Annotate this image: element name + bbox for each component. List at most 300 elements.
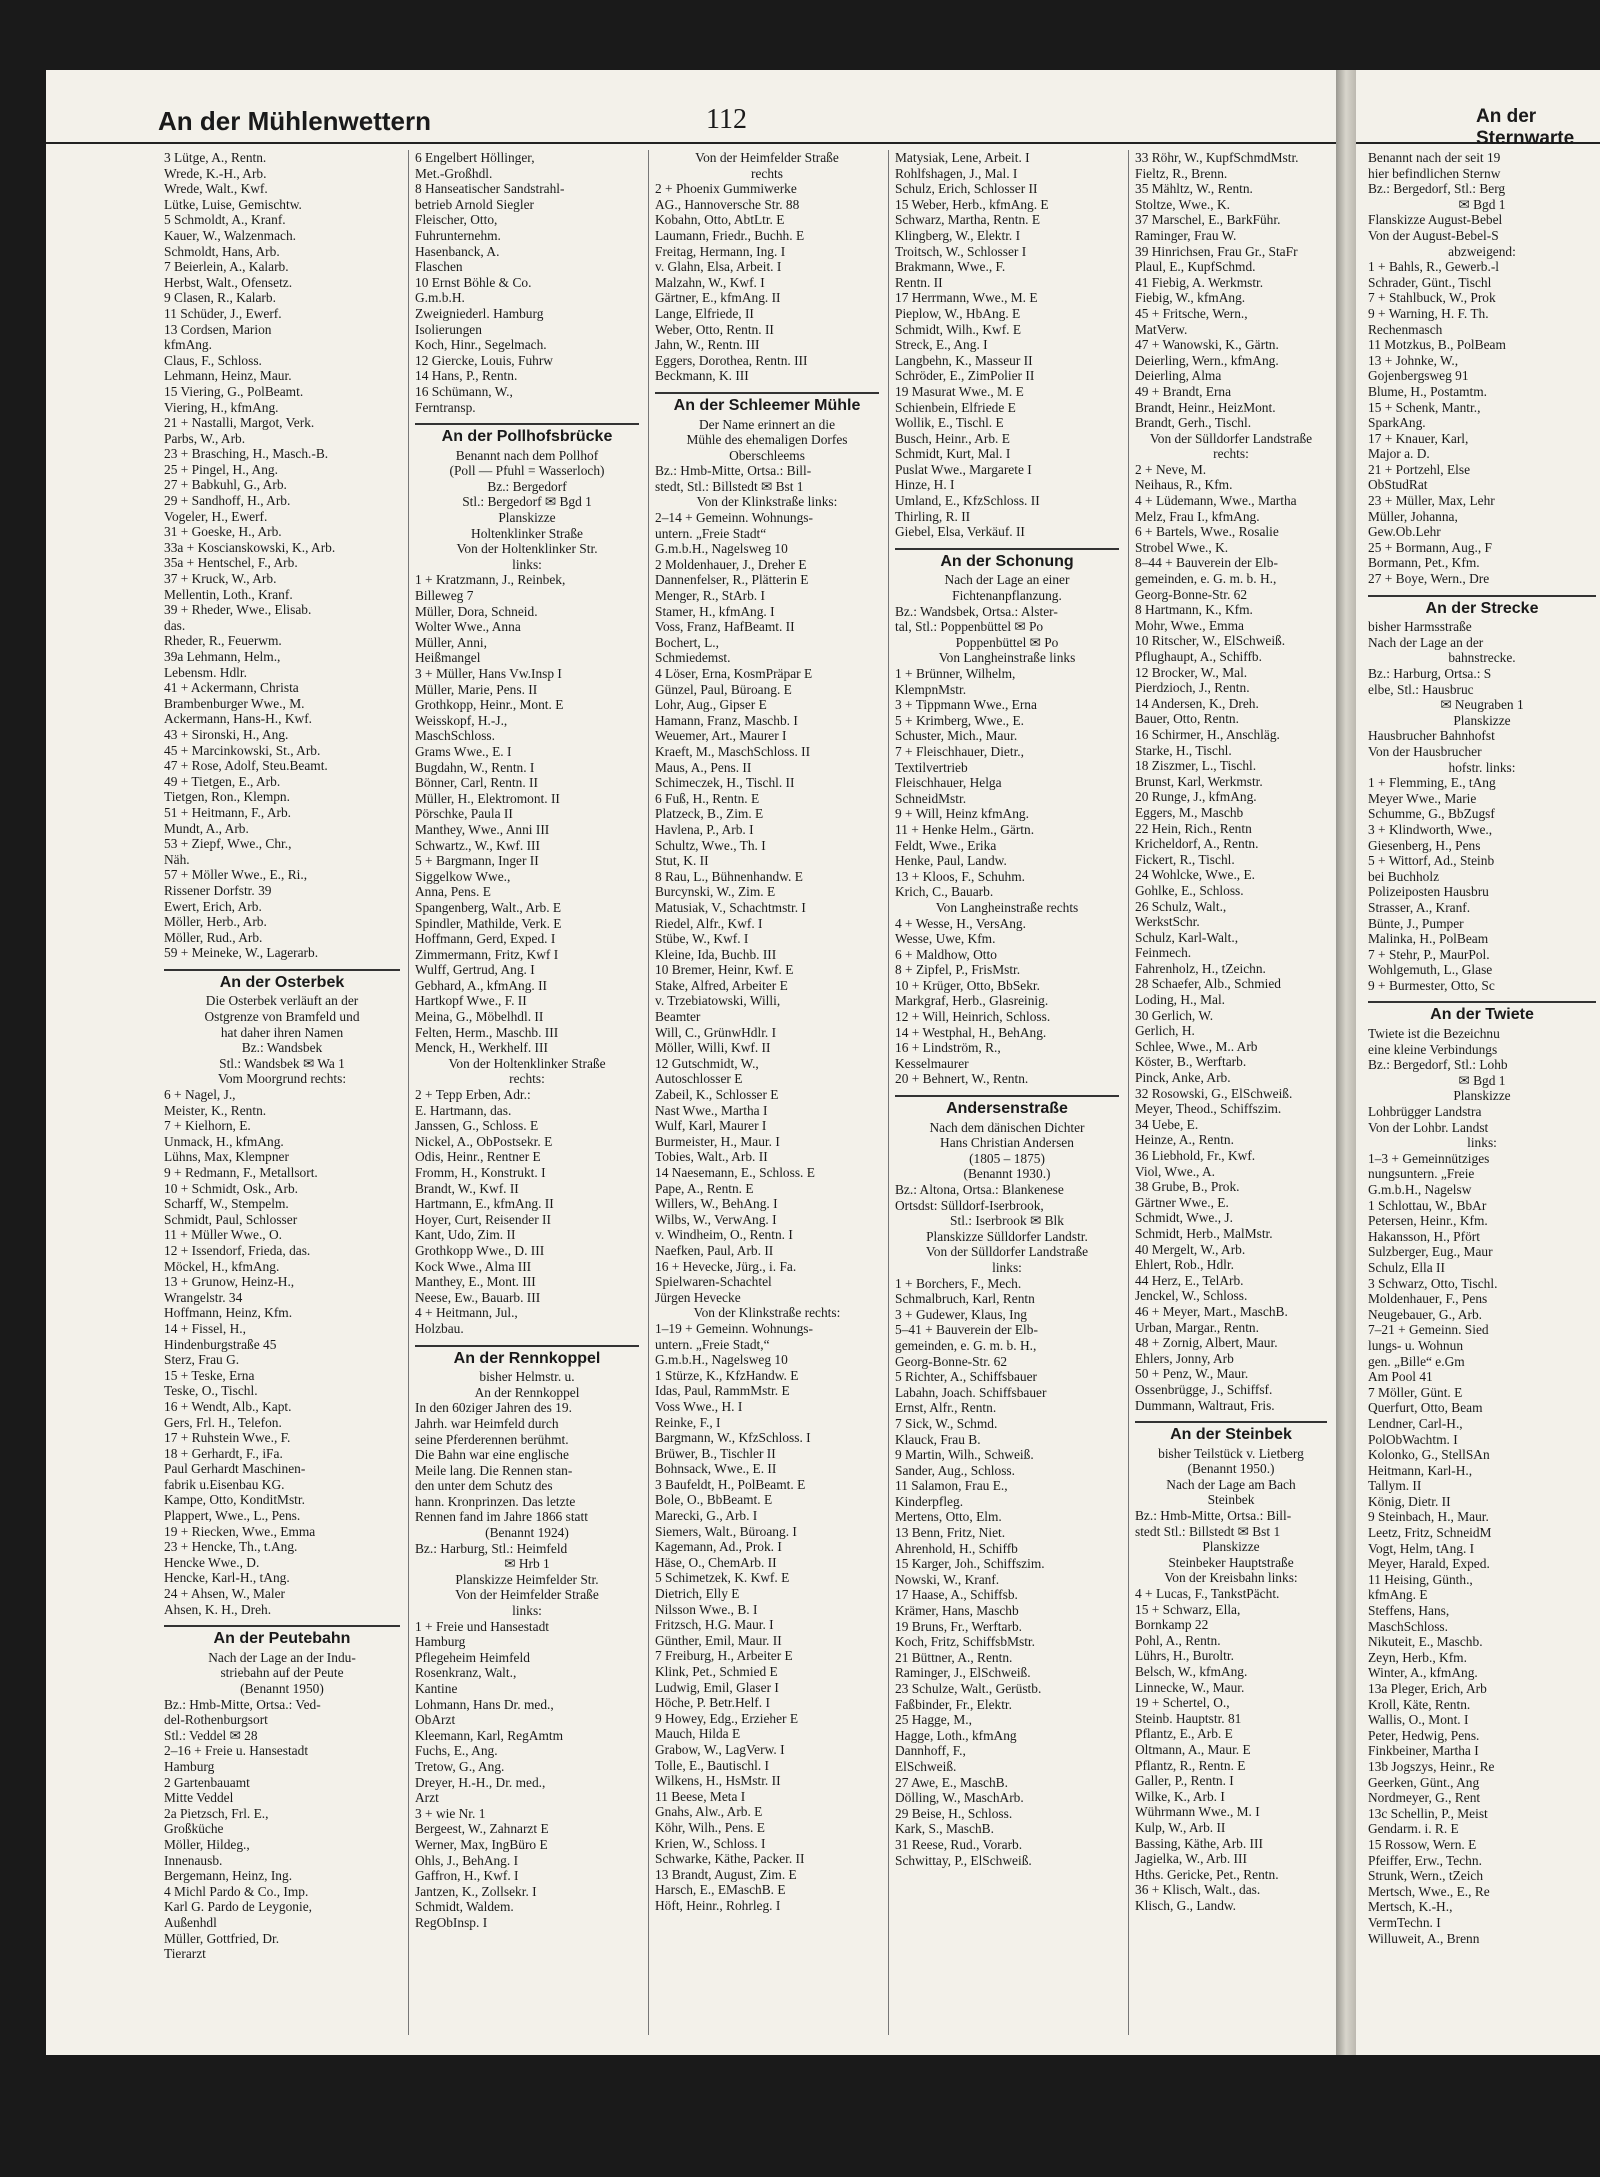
- directory-entry: 10 Ritscher, W., ElSchweiß.: [1135, 633, 1286, 649]
- directory-entry: 4 + Wesse, H., VersAng.: [895, 915, 1026, 931]
- directory-entry: bisher Harmsstraße: [1368, 619, 1472, 635]
- directory-entry: Willuweit, A., Brenn: [1368, 1930, 1480, 1946]
- street-note: (Benannt 1950): [240, 1681, 324, 1696]
- directory-entry: 18 + Gerhardt, F., iFa.: [164, 1445, 283, 1461]
- directory-entry: den unter dem Schutz des: [415, 1478, 553, 1494]
- street-note: Poppenbüttel ✉ Po: [955, 634, 1059, 650]
- directory-entry: 10 Bremer, Heinr, Kwf. E: [655, 962, 794, 978]
- directory-entry: 41 + Ackermann, Christa: [164, 680, 299, 696]
- directory-entry: Steinb. Hauptstr. 81: [1135, 1710, 1242, 1726]
- directory-entry: 13 Cordsen, Marion: [164, 321, 272, 337]
- directory-entry: Jahrh. war Heimfeld durch: [415, 1415, 559, 1431]
- directory-entry: Wilbs, W., VerwAng. I: [655, 1211, 777, 1227]
- directory-entry: Bz.: Bergedorf, Stl.: Berg: [1368, 181, 1506, 197]
- directory-entry: 8–44 + Bauverein der Elb-: [1135, 555, 1278, 571]
- running-header: [46, 98, 1336, 144]
- directory-entry: Schultz, Wwe., Th. I: [655, 837, 766, 853]
- directory-entry: 51 + Heitmann, F., Arb.: [164, 804, 291, 820]
- directory-entry: Bormann, Pet., Kfm.: [1368, 555, 1480, 571]
- directory-entry: Wilkens, H., HsMstr. II: [655, 1773, 781, 1789]
- directory-entry: 37 Marschel, E., BarkFühr.: [1135, 212, 1281, 228]
- directory-entry: Mertens, Otto, Elm.: [895, 1509, 1002, 1525]
- directory-entry: 9 Clasen, R., Kalarb.: [164, 290, 276, 306]
- directory-entry: Giebel, Elsa, Verkäuf. II: [895, 524, 1025, 540]
- street-note: (Benannt 1924): [485, 1525, 569, 1541]
- directory-entry: Lohmann, Hans Dr. med.,: [415, 1696, 554, 1712]
- directory-entry: 32 Rosowski, G., ElSchweiß.: [1135, 1085, 1293, 1101]
- directory-entry: ObArzt: [415, 1712, 456, 1728]
- directory-entry: Pflantz, R., Rentn. E: [1135, 1757, 1246, 1773]
- directory-entry: Mauch, Hilda E: [655, 1726, 741, 1742]
- directory-entry: 1 + Bahls, R., Gewerb.-l: [1368, 259, 1500, 275]
- directory-entry: 4 + Lucas, F., TankstPächt.: [1135, 1586, 1280, 1602]
- directory-entry: Schmidt, Kurt, Mal. I: [895, 446, 1011, 462]
- street-note: Von der Klinkstraße rechts:: [693, 1305, 841, 1321]
- directory-entry: untern. „Freie Stadt“: [655, 525, 767, 541]
- street-note: links:: [992, 1259, 1022, 1275]
- street-note: links:: [512, 556, 542, 572]
- directory-entry: Kesselmaurer: [895, 1055, 969, 1071]
- directory-entry: Major a. D.: [1368, 446, 1430, 462]
- directory-entry: 2 + Tepp Erben, Adr.:: [415, 1087, 531, 1103]
- directory-entry: 6 Engelbert Höllinger,: [415, 150, 535, 165]
- directory-entry: 31 + Goeske, H., Arb.: [164, 524, 282, 540]
- directory-entry: Ehlert, Rob., Hdlr.: [1135, 1257, 1234, 1273]
- directory-entry: Mertsch, K.-H.,: [1368, 1899, 1453, 1915]
- directory-entry: Rohlfshagen, J., Mal. I: [895, 165, 1018, 181]
- directory-entry: 14 + Westphal, H., BehAng.: [895, 1024, 1047, 1040]
- directory-entry: 30 Gerlich, W.: [1135, 1007, 1214, 1023]
- street-note: bisher Teilstück v. Lietberg: [1158, 1445, 1304, 1461]
- directory-entry: Naefken, Paul, Arb. II: [655, 1242, 774, 1258]
- directory-entry: 13a Pleger, Erich, Arb: [1368, 1681, 1487, 1696]
- directory-entry: 13 + Grunow, Heinz-H.,: [164, 1274, 295, 1290]
- directory-entry: 9 Howey, Edg., Erzieher E: [655, 1710, 799, 1726]
- directory-entry: Vogeler, H., Ewerf.: [164, 508, 268, 524]
- directory-entry: Schuster, Mich., Maur.: [895, 728, 1018, 744]
- directory-entry: Leetz, Fritz, SchneidM: [1368, 1525, 1492, 1541]
- directory-entry: Werner, Max, IngBüro E: [415, 1836, 548, 1852]
- column-1: [164, 150, 406, 2035]
- directory-entry: 15 Karger, Joh., Schiffszim.: [895, 1556, 1045, 1572]
- directory-entry: Bz.: Hmb-Mitte, Ortsa.: Bill-: [1135, 1508, 1292, 1524]
- street-note: bisher Helmstr. u.: [479, 1369, 575, 1385]
- directory-entry: Stl.: Veddel ✉ 28: [164, 1727, 258, 1743]
- directory-entry: 5 Schimetzek, K. Kwf. E: [655, 1570, 790, 1586]
- street-note: (1805 – 1875): [969, 1150, 1045, 1166]
- directory-entry: 2–16 + Freie u. Hansestadt: [164, 1743, 309, 1759]
- directory-entry: Wesse, Uwe, Kfm.: [895, 931, 996, 947]
- directory-entry: König, Dietr. II: [1368, 1493, 1451, 1509]
- directory-entry: Maus, A., Pens. II: [655, 759, 752, 775]
- directory-entry: Gew.Ob.Lehr: [1368, 524, 1441, 540]
- directory-entry: Freitag, Hermann, Ing. I: [655, 243, 786, 259]
- directory-entry: 16 Schümann, W.,: [415, 383, 513, 399]
- directory-entry: Georg-Bonne-Str. 62: [1135, 586, 1248, 602]
- directory-entry: Fritzsch, H.G. Maur. I: [655, 1617, 774, 1633]
- directory-entry: Pierdzioch, J., Rentn.: [1135, 680, 1250, 696]
- directory-entry: 1 + Brünner, Wilhelm,: [895, 666, 1016, 681]
- street-note: Von der Heimfelder Straße: [695, 150, 839, 165]
- directory-entry: Hagge, Loth., kfmAng: [895, 1727, 1017, 1743]
- directory-entry: kfmAng.: [164, 337, 212, 353]
- directory-entry: Krich, C., Bauarb.: [895, 884, 994, 900]
- directory-entry: bei Buchholz: [1368, 868, 1440, 884]
- directory-entry: Am Pool 41: [1368, 1369, 1433, 1385]
- directory-entry: 16 + Hevecke, Jürg., i. Fa.: [655, 1258, 797, 1274]
- directory-entry: Nikuteit, E., Maschb.: [1368, 1634, 1483, 1650]
- directory-entry: Wilke, K., Arb. I: [1135, 1788, 1225, 1804]
- directory-entry: 7 Sick, W., Schmd.: [895, 1415, 998, 1431]
- street-note: hofstr. links:: [1448, 759, 1516, 775]
- directory-entry: Hausbrucher Bahnhofst: [1368, 728, 1495, 744]
- directory-entry: Nast Wwe., Martha I: [655, 1102, 768, 1118]
- directory-entry: v. Glahn, Elsa, Arbeit. I: [655, 259, 782, 275]
- directory-entry: 45 + Fritsche, Wern.,: [1135, 305, 1248, 321]
- directory-entry: Blume, H., Postamtm.: [1368, 383, 1488, 399]
- directory-entry: 16 Schirmer, H., Anschläg.: [1135, 726, 1280, 742]
- directory-entry: 12 Gutschmidt, W.,: [655, 1055, 759, 1071]
- directory-entry: Schimeczek, H., Tischl. II: [655, 775, 795, 791]
- directory-entry: Dannhoff, F.,: [895, 1743, 966, 1759]
- directory-entry: Brandt, W., Kwf. II: [415, 1180, 519, 1196]
- directory-entry: Tallym. II: [1368, 1478, 1422, 1494]
- directory-entry: Galler, P., Rentn. I: [1135, 1773, 1234, 1789]
- directory-entry: Ehlers, Jonny, Arb: [1135, 1350, 1234, 1366]
- directory-entry: 6 + Bartels, Wwe., Rosalie: [1135, 524, 1279, 540]
- directory-entry: 18 Ziszmer, L., Tischl.: [1135, 758, 1257, 774]
- directory-entry: Kleemann, Karl, RegAmtm: [415, 1727, 564, 1743]
- directory-entry: 13b Jogszys, Heinr., Re: [1368, 1758, 1495, 1774]
- street-note: Nach dem dänischen Dichter: [929, 1119, 1085, 1135]
- directory-entry: Kleine, Ida, Buchb. III: [655, 946, 777, 962]
- directory-entry: 3 + Müller, Hans Vw.Insp I: [415, 666, 562, 681]
- directory-entry: 25 Hagge, M.,: [895, 1712, 972, 1728]
- directory-entry: Brandt, Gerh., Tischl.: [1135, 415, 1252, 431]
- directory-entry: Mertsch, Wwe., E., Re: [1368, 1883, 1490, 1899]
- street-note: Nach der Lage am Bach: [1166, 1476, 1296, 1492]
- directory-entry: 36 + Klisch, Walt., das.: [1135, 1882, 1261, 1898]
- directory-entry: Brüwer, B., Tischler II: [655, 1445, 776, 1461]
- directory-entry: Strobel Wwe., K.: [1135, 539, 1229, 555]
- street-note: Steinbeker Hauptstraße: [1168, 1554, 1294, 1570]
- directory-entry: 13 + Johnke, W.,: [1368, 352, 1459, 368]
- street-note: Planskizze: [498, 510, 556, 526]
- directory-entry: Tolle, E., Bautischl. I: [655, 1757, 769, 1773]
- directory-entry: 1 + Kratzmann, J., Reinbek,: [415, 572, 566, 588]
- directory-entry: Kricheldorf, A., Rentn.: [1135, 836, 1259, 852]
- directory-entry: Pohl, A., Rentn.: [1135, 1632, 1221, 1648]
- directory-entry: Ahrenhold, H., Schiffb: [895, 1540, 1018, 1556]
- directory-entry: Wohlgemuth, L., Glase: [1368, 962, 1493, 978]
- street-note: bahnstrecke.: [1448, 650, 1516, 666]
- directory-entry: Kark, S., MaschB.: [895, 1821, 994, 1837]
- directory-entry: Hths. Gericke, Pet., Rentn.: [1135, 1866, 1279, 1882]
- directory-entry: 36 Liebhold, Fr., Kwf.: [1135, 1148, 1256, 1163]
- directory-entry: Labahn, Joach. Schiffsbauer: [895, 1384, 1047, 1400]
- directory-entry: 14 + Fissel, H.,: [164, 1320, 246, 1336]
- street-heading: An der Strecke: [1368, 595, 1596, 617]
- directory-entry: Fleischhauer, Helga: [895, 775, 1002, 791]
- directory-entry: Bassing, Käthe, Arb. III: [1135, 1835, 1263, 1851]
- directory-entry: Müller, Dora, Schneid.: [415, 603, 538, 619]
- directory-entry: Kobahn, Otto, AbtLtr. E: [655, 212, 785, 228]
- directory-entry: Höft, Heinr., Rohrleg. I: [655, 1897, 781, 1913]
- directory-entry: Bz.: Bergedorf, Stl.: Lohb: [1368, 1057, 1508, 1073]
- directory-entry: 1 + Flemming, E., tAng: [1368, 775, 1496, 791]
- directory-entry: Von der August-Bebel-S: [1368, 227, 1499, 243]
- directory-entry: Eggers, Dorothea, Rentn. III: [655, 352, 808, 368]
- directory-entry: Kantine: [415, 1681, 458, 1696]
- directory-entry: tal, Stl.: Poppenbüttel ✉ Po: [895, 619, 1044, 635]
- street-note: (Benannt 1950.): [1187, 1461, 1275, 1477]
- directory-entry: Isolierungen: [415, 321, 482, 337]
- directory-entry: Gebhard, A., kfmAng. II: [415, 977, 548, 993]
- directory-entry: 49 + Brandt, Erna: [1135, 383, 1232, 399]
- directory-entry: Zimmermann, Fritz, Kwf I: [415, 946, 559, 962]
- directory-entry: Gaffron, H., Kwf. I: [415, 1868, 519, 1884]
- directory-entry: Müller, Marie, Pens. II: [415, 681, 538, 697]
- directory-entry: Schmidt, Wilh., Kwf. E: [895, 321, 1022, 337]
- directory-entry: 26 Schulz, Walt.,: [1135, 898, 1227, 914]
- directory-entry: Vogt, Helm, tAng. I: [1368, 1540, 1475, 1556]
- directory-entry: Fiebig, W., kfmAng.: [1135, 290, 1246, 306]
- directory-entry: 10 Ernst Böhle & Co.: [415, 274, 532, 290]
- directory-entry: 45 + Marcinkowski, St., Arb.: [164, 742, 321, 758]
- directory-entry: Puslat Wwe., Margarete I: [895, 461, 1032, 477]
- directory-entry: 40 Mergelt, W., Arb.: [1135, 1241, 1246, 1257]
- directory-entry: Havlena, P., Arb. I: [655, 821, 754, 837]
- directory-entry: Neihaus, R., Kfm.: [1135, 477, 1233, 493]
- directory-entry: Hakansson, H., Pfört: [1368, 1228, 1480, 1244]
- directory-entry: 4 Michl Pardo & Co., Imp.: [164, 1883, 309, 1899]
- directory-entry: Ewert, Erich, Arb.: [164, 898, 262, 914]
- directory-entry: 2 + Neve, M.: [1135, 461, 1207, 477]
- street-note: (Poll — Pfuhl = Wasserloch): [449, 463, 605, 479]
- directory-entry: Hamburg: [164, 1758, 215, 1774]
- directory-entry: SchneidMstr.: [895, 790, 967, 806]
- directory-entry: Ernst, Alfr., Rentn.: [895, 1400, 997, 1416]
- directory-entry: Hencke Wwe., D.: [164, 1554, 260, 1570]
- street-note: striebahn auf der Peute: [220, 1665, 344, 1681]
- directory-entry: Gohlke, E., Schloss.: [1135, 882, 1244, 898]
- directory-entry: Nordmeyer, G., Rent: [1368, 1790, 1481, 1806]
- directory-entry: Ohls, J., BehAng. I: [415, 1852, 519, 1868]
- directory-entry: Urban, Margar., Rentn.: [1135, 1319, 1259, 1335]
- directory-entry: Meyer Wwe., Marie: [1368, 790, 1477, 806]
- directory-entry: gemeinden, e. G. m. b. H.,: [895, 1337, 1037, 1353]
- directory-entry: 53 + Ziepf, Wwe., Chr.,: [164, 836, 292, 852]
- directory-entry: Lebensm. Hdlr.: [164, 664, 247, 680]
- directory-entry: Tobies, Walt., Arb. II: [655, 1149, 768, 1165]
- directory-entry: Weisskopf, H.-J.,: [415, 712, 508, 728]
- directory-entry: Melz, Frau I., kfmAng.: [1135, 508, 1260, 524]
- street-note: Von der Holtenklinker Straße: [448, 1055, 606, 1071]
- directory-entry: Raminger, J., ElSchweiß.: [895, 1665, 1031, 1681]
- directory-entry: 13 Benn, Fritz, Niet.: [895, 1525, 1006, 1541]
- directory-entry: Köhr, Wilh., Pens. E: [655, 1819, 765, 1835]
- directory-page-next: [1356, 70, 1600, 2055]
- directory-entry: Möller, Willi, Kwf. II: [655, 1040, 771, 1056]
- directory-entry: Gendarm. i. R. E: [1368, 1821, 1459, 1837]
- street-note: Planskizze: [1202, 1539, 1260, 1555]
- street-note: ✉ Neugraben 1: [1440, 697, 1524, 713]
- directory-entry: Bönner, Carl, Rentn. II: [415, 775, 538, 791]
- running-header-next: [1356, 98, 1600, 149]
- directory-entry: RegObInsp. I: [415, 1914, 488, 1930]
- street-heading: An der Osterbek: [164, 969, 400, 991]
- directory-entry: Geerken, Günt., Ang: [1368, 1774, 1480, 1790]
- directory-entry: Starke, H., Tischl.: [1135, 742, 1232, 758]
- directory-entry: v. Windheim, O., Rentn. I: [655, 1227, 793, 1243]
- directory-entry: Bz.: Altona, Ortsa.: Blankenese: [895, 1182, 1064, 1197]
- directory-entry: 20 Runge, J., kfmAng.: [1135, 789, 1257, 805]
- directory-entry: Tretow, G., Ang.: [415, 1758, 505, 1774]
- directory-entry: Sulzberger, Eug., Maur: [1368, 1244, 1493, 1260]
- street-note: Planskizze Heimfelder Str.: [455, 1571, 599, 1587]
- directory-entry: G.m.b.H.: [415, 290, 465, 306]
- directory-entry: Pflantz, E., Arb. E: [1135, 1726, 1233, 1742]
- directory-entry: Billeweg 7: [415, 588, 474, 604]
- directory-entry: 21 + Portzehl, Else: [1368, 461, 1471, 477]
- directory-entry: Lührs, H., Buroltr.: [1135, 1648, 1234, 1664]
- directory-entry: Lohbrügger Landstra: [1368, 1104, 1482, 1120]
- directory-entry: 3 Baufeldt, H., PolBeamt. E: [655, 1476, 806, 1492]
- directory-entry: Manthey, E., Mont. III: [415, 1274, 536, 1290]
- directory-entry: Thirling, R. II: [895, 508, 971, 524]
- directory-entry: Rennen fand im Jahre 1866 statt: [415, 1509, 588, 1525]
- directory-entry: Meyer, Theod., Schiffszim.: [1135, 1101, 1282, 1117]
- directory-entry: 7 Freiburg, H., Arbeiter E: [655, 1648, 793, 1664]
- directory-entry: Met.-Großhdl.: [415, 165, 493, 181]
- directory-entry: Hartkopf Wwe., F. II: [415, 993, 527, 1009]
- directory-entry: Deierling, Alma: [1135, 368, 1222, 384]
- directory-entry: Wührmann Wwe., M. I: [1135, 1804, 1260, 1820]
- directory-entry: Bohnsack, Wwe., E. II: [655, 1461, 777, 1477]
- directory-entry: 22 Hein, Rich., Rentn: [1135, 820, 1252, 836]
- directory-entry: Hoyer, Curt, Reisender II: [415, 1211, 551, 1227]
- directory-entry: Wrangelstr. 34: [164, 1289, 243, 1305]
- directory-entry: Hindenburgstraße 45: [164, 1336, 277, 1352]
- street-note: Nach der Lage an der Indu-: [208, 1649, 356, 1665]
- directory-entry: Siggelkow Wwe.,: [415, 868, 511, 884]
- street-note: Von der Sülldorfer Landstraße: [1149, 430, 1313, 446]
- directory-entry: 57 + Möller Wwe., E., Ri.,: [164, 867, 308, 883]
- street-note: Von der Heimfelder Straße: [455, 1587, 599, 1603]
- directory-entry: 19 + Schertel, O.,: [1135, 1695, 1230, 1711]
- directory-entry: Kant, Udo, Zim. II: [415, 1227, 516, 1243]
- street-heading: An der Pollhofsbrücke: [415, 423, 639, 445]
- directory-entry: Rentn. II: [895, 274, 943, 290]
- street-heading: An der Peutebahn: [164, 1625, 400, 1647]
- directory-entry: Möller, Hildeg.,: [164, 1836, 250, 1852]
- directory-entry: 28 Schaefer, Alb., Schmied: [1135, 976, 1281, 992]
- directory-entry: Schröder, E., ZimPolier II: [895, 368, 1035, 384]
- directory-entry: Textilvertrieb: [895, 759, 968, 775]
- directory-entry: Rissener Dorfstr. 39: [164, 882, 272, 898]
- street-note: rechts: [751, 165, 783, 181]
- directory-entry: Hoffmann, Gerd, Exped. I: [415, 931, 556, 947]
- directory-entry: 1 + Freie und Hansestadt: [415, 1618, 549, 1634]
- directory-entry: 15 + Schenk, Mantr.,: [1368, 399, 1481, 415]
- directory-entry: Heitmann, Karl-H.,: [1368, 1462, 1473, 1478]
- directory-entry: Finkbeiner, Martha I: [1368, 1743, 1479, 1759]
- directory-entry: 9 + Will, Heinz kfmAng.: [895, 806, 1029, 822]
- directory-entry: 1 Schlottau, W., BbAr: [1368, 1197, 1487, 1213]
- directory-entry: Herbst, Walt., Ofensetz.: [164, 274, 293, 290]
- directory-entry: Schmidt, Waldem.: [415, 1899, 514, 1915]
- directory-entry: Bochert, L.,: [655, 634, 719, 650]
- directory-entry: stedt, Stl.: Billstedt ✉ Bst 1: [655, 478, 804, 494]
- directory-entry: 10 + Schmidt, Osk., Arb.: [164, 1180, 299, 1196]
- directory-entry: Pieplow, W., HbAng. E: [895, 305, 1021, 321]
- directory-entry: Claus, F., Schloss.: [164, 352, 262, 368]
- directory-entry: Zweigniederl. Hamburg: [415, 305, 544, 321]
- directory-entry: Bornkamp 22: [1135, 1617, 1209, 1633]
- directory-entry: Weuemer, Art., Maurer I: [655, 728, 787, 744]
- directory-entry: Dannenfelser, R., Plätterin E: [655, 572, 809, 588]
- directory-entry: 59 + Meineke, W., Lagerarb.: [164, 945, 319, 961]
- directory-entry: G.m.b.H., Nagelsweg 10: [655, 541, 788, 557]
- directory-entry: Will, C., GrünwHdlr. I: [655, 1024, 777, 1040]
- directory-entry: Bole, O., BbBeamt. E: [655, 1492, 773, 1508]
- directory-entry: Voss Wwe., H. I: [655, 1398, 743, 1414]
- directory-entry: Gojenbergsweg 91: [1368, 368, 1469, 384]
- directory-entry: 24 Wohlcke, Wwe., E.: [1135, 867, 1256, 883]
- directory-entry: 9 Steinbach, H., Maur.: [1368, 1509, 1489, 1525]
- directory-entry: Schmiedemst.: [655, 650, 731, 666]
- directory-entry: 15 Viering, G., PolBeamt.: [164, 383, 304, 399]
- directory-entry: Oltmann, A., Maur. E: [1135, 1741, 1251, 1757]
- directory-entry: Willers, W., BehAng. I: [655, 1196, 778, 1212]
- directory-entry: untern. „Freie Stadt,“: [655, 1336, 770, 1352]
- directory-entry: Hoffmann, Heinz, Kfm.: [164, 1305, 293, 1321]
- directory-entry: 23 + Müller, Max, Lehr: [1368, 493, 1495, 509]
- directory-entry: 6 + Nagel, J.,: [164, 1087, 236, 1103]
- directory-entry: Paul Gerhardt Maschinen-: [164, 1461, 306, 1477]
- directory-entry: Gärtner Wwe., E.: [1135, 1194, 1229, 1210]
- directory-entry: 9 Martin, Wilh., Schweiß.: [895, 1447, 1034, 1463]
- directory-entry: Malinka, H., PolBeam: [1368, 931, 1489, 947]
- directory-entry: 33a + Koscianskowski, K., Arb.: [164, 539, 336, 555]
- directory-entry: Scharff, W., Stempelm.: [164, 1196, 289, 1212]
- directory-entry: Kagemann, Ad., Prok. I: [655, 1539, 782, 1555]
- directory-entry: 1–3 + Gemeinnütziges: [1368, 1150, 1490, 1166]
- street-note: Bz.: Bergedorf: [487, 478, 567, 494]
- directory-entry: Ortsdst: Sülldorf-Iserbrook,: [895, 1197, 1044, 1213]
- directory-entry: Bz.: Hmb-Mitte, Ortsa.: Bill-: [655, 463, 812, 479]
- directory-entry: 9 + Burmester, Otto, Sc: [1368, 977, 1495, 993]
- directory-entry: Bz.: Wandsbek, Ortsa.: Alster-: [895, 603, 1058, 619]
- directory-entry: Matysiak, Lene, Arbeit. I: [895, 150, 1030, 165]
- directory-entry: Beckmann, K. III: [655, 368, 749, 384]
- directory-entry: 14 Naesemann, E., Schloss. E: [655, 1165, 815, 1180]
- directory-entry: Klink, Pet., Schmied E: [655, 1664, 778, 1679]
- directory-entry: Polizeiposten Hausbru: [1368, 884, 1489, 900]
- street-range-title: An der Mühlenwettern: [158, 106, 432, 136]
- column-3: [648, 150, 885, 2035]
- directory-entry: Janssen, G., Schloss. E: [415, 1118, 539, 1134]
- directory-entry: Hasenbanck, A.: [415, 243, 500, 259]
- street-note: An der Rennkoppel: [474, 1384, 580, 1400]
- directory-entry: Bz.: Hmb-Mitte, Ortsa.: Ved-: [164, 1696, 321, 1712]
- street-note: Von der Kreisbahn links:: [1164, 1570, 1298, 1586]
- directory-entry: Schmidt, Herb., MalMstr.: [1135, 1225, 1273, 1241]
- directory-entry: Nickel, A., ObPostsekr. E: [415, 1133, 553, 1149]
- directory-entry: Schulz, Karl-Walt.,: [1135, 929, 1239, 945]
- directory-entry: Kulp, W., Arb. II: [1135, 1819, 1226, 1835]
- directory-entry: 25 + Pingel, H., Ang.: [164, 461, 278, 477]
